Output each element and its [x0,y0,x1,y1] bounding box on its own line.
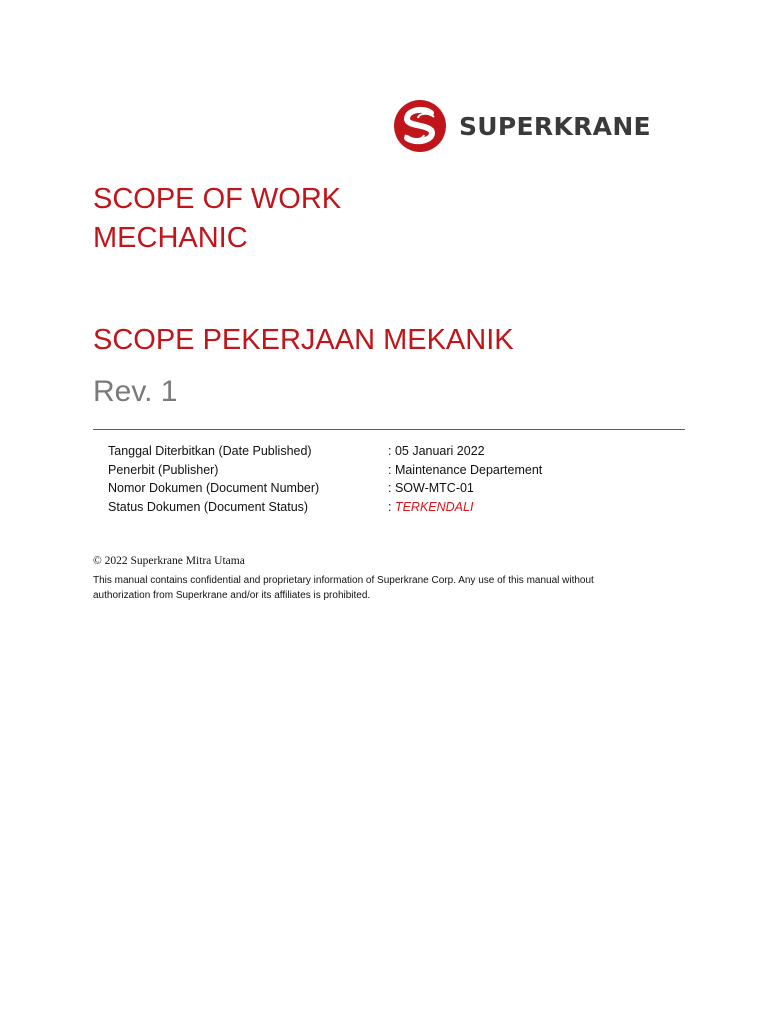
meta-row-publisher [108,461,628,480]
confidentiality-disclaimer: This manual contains confidential and proprietary information of Superkrane Corp. Any use of this manual without authorization from Superkrane and/or its affiliates is prohibited. [93,575,594,601]
meta-row-document-number [108,479,628,498]
meta-label: Penerbit (Publisher) [108,463,219,477]
title-divider [93,429,685,430]
meta-value: : 05 Januari 2022 [388,444,485,458]
superkrane-s-logo-icon [393,99,447,153]
revision-label: Rev. 1 [93,375,178,408]
company-logo-text: SUPERKRANE [459,111,651,141]
document-title-line-2: MECHANIC [93,222,248,254]
meta-row-date-published [108,442,628,461]
status-value: TERKENDALI [394,500,474,514]
meta-row-document-status [108,498,628,517]
meta-value: : Maintenance Departement [388,463,543,477]
meta-label: Nomor Dokumen (Document Number) [108,481,320,495]
meta-value-status [388,498,473,517]
meta-label: Status Dokumen (Document Status) [108,500,309,514]
meta-label: Tanggal Diterbitkan (Date Published) [108,444,312,458]
company-logo [393,98,663,154]
copyright-notice: © 2022 Superkrane Mitra Utama [93,555,245,567]
meta-value: : SOW-MTC-01 [388,481,474,495]
document-title-indonesian: SCOPE PEKERJAAN MEKANIK [93,324,514,356]
status-prefix: : [388,500,395,514]
document-title-line-1: SCOPE OF WORK [93,183,342,215]
